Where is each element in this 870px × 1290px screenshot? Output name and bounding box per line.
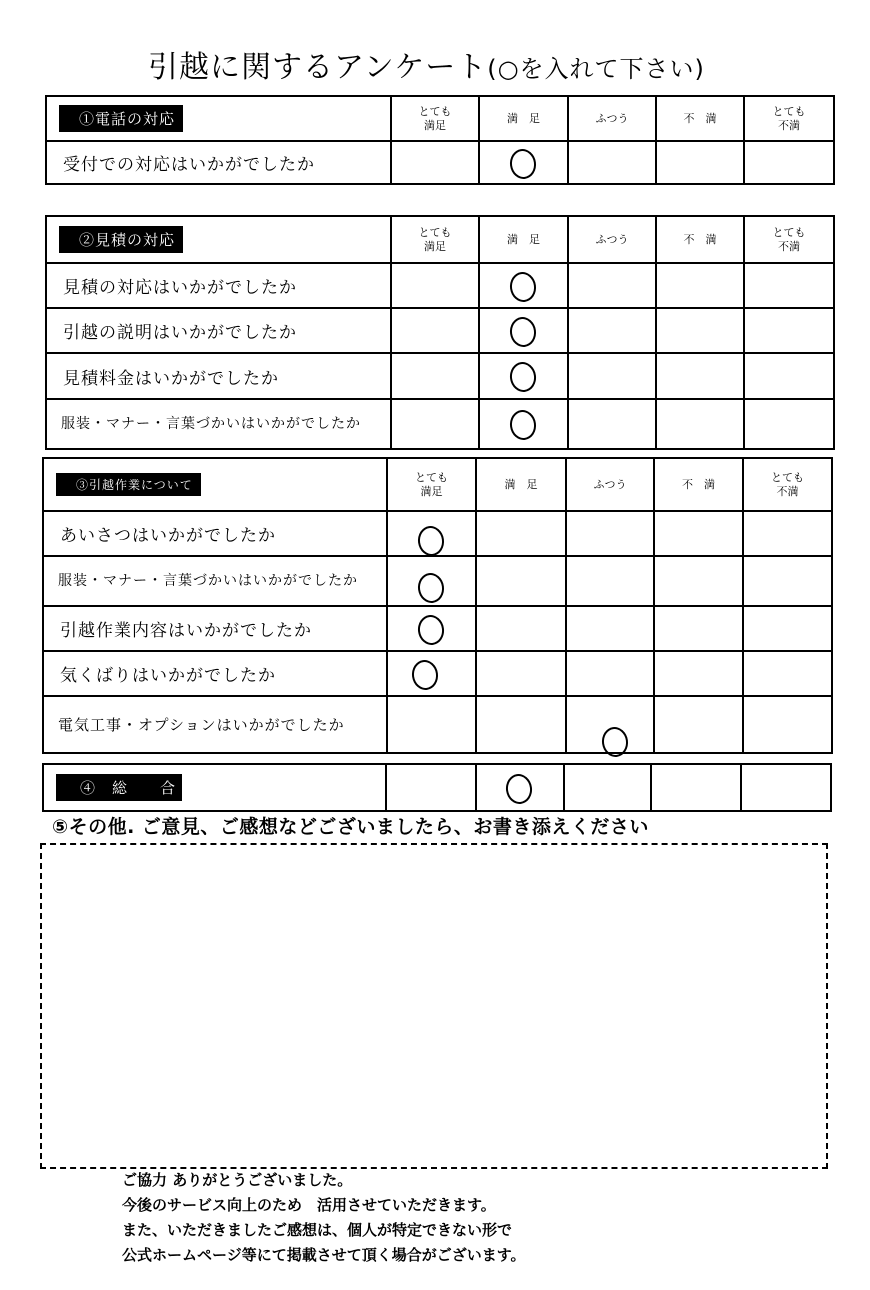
answer-cell-dissatisfied[interactable] [654,696,743,753]
section-label: ②見積の対応 [59,226,183,253]
section-2-table [45,215,835,450]
answer-cell-neutral[interactable] [566,651,654,696]
question-row [43,511,832,556]
question-text: 見積の対応はいかがでしたか [46,263,391,308]
answer-cell-very-dissatisfied[interactable] [744,353,834,399]
question-row [43,556,832,606]
answer-cell-very-dissatisfied[interactable] [744,399,834,449]
question-text: 見積料金はいかがでしたか [46,353,391,399]
footer-line: また、いただきましたご感想は、個人が特定できない形で [122,1221,513,1239]
answer-cell-very-dissatisfied[interactable] [744,308,834,353]
answer-cell-dissatisfied[interactable] [654,606,743,651]
answer-cell-very-dissatisfied[interactable] [743,651,832,696]
col-neutral: ふつう [568,96,656,141]
footer-line: 公式ホームページ等にて掲載させて頂く場合がございます。 [122,1246,526,1264]
title-main: 引越に関するアンケート [148,50,488,85]
question-row [46,308,834,353]
answer-cell-satisfied[interactable] [479,141,568,184]
answer-cell-dissatisfied[interactable] [654,556,743,606]
answer-cell-very-dissatisfied[interactable] [743,556,832,606]
circle-mark-icon [416,613,446,646]
answer-cell-neutral[interactable] [568,353,656,399]
question-row [46,399,834,449]
col-neutral: ふつう [568,216,656,263]
question-text: あいさつはいかがでしたか [43,511,387,556]
answer-cell-very-satisfied[interactable] [387,696,476,753]
header-row [46,96,834,141]
col-dissatisfied: 不 満 [654,458,743,511]
answer-cell-very-dissatisfied[interactable] [743,511,832,556]
comments-textarea[interactable] [40,843,828,1169]
question-text: 服装・マナー・言葉づかいはいかがでしたか [46,399,391,449]
answer-cell-very-satisfied[interactable] [386,764,476,811]
col-very-dissatisfied: とても 不満 [744,216,834,263]
answer-cell-dissatisfied[interactable] [651,764,741,811]
answer-cell-satisfied[interactable] [479,263,568,308]
answer-cell-dissatisfied[interactable] [656,308,744,353]
section-label: ③引越作業について [56,473,201,496]
answer-cell-very-satisfied[interactable] [387,606,476,651]
footer-line: 今後のサービス向上のため 活用させていただきます。 [122,1196,496,1214]
circle-mark-icon [416,571,446,604]
section-label-cell [43,764,386,811]
section-label: ④ 総 合 [56,774,182,801]
header-row [46,216,834,263]
circle-mark-icon [508,408,538,441]
circle-mark-icon [508,360,538,393]
circle-mark-icon [600,725,630,758]
question-row [43,651,832,696]
answer-cell-neutral[interactable] [568,141,656,184]
col-very-satisfied: とても 満足 [391,216,479,263]
question-text: 引越作業内容はいかがでしたか [43,606,387,651]
answer-cell-very-satisfied[interactable] [387,651,476,696]
answer-cell-very-satisfied[interactable] [391,399,479,449]
col-very-dissatisfied: とても 不満 [744,96,834,141]
question-row [46,353,834,399]
overall-row [43,764,831,811]
section-label: ①電話の対応 [59,105,183,132]
answer-cell-neutral[interactable] [566,556,654,606]
answer-cell-very-dissatisfied[interactable] [744,263,834,308]
question-row [46,141,834,184]
answer-cell-dissatisfied[interactable] [654,511,743,556]
section-4-table [42,763,832,812]
answer-cell-very-satisfied[interactable] [387,511,476,556]
answer-cell-dissatisfied[interactable] [656,141,744,184]
answer-cell-very-dissatisfied[interactable] [741,764,831,811]
footer-notice [122,1168,526,1268]
circle-mark-icon [508,147,538,180]
col-satisfied: 満 足 [476,458,566,511]
col-satisfied: 満 足 [479,216,568,263]
answer-cell-dissatisfied[interactable] [656,353,744,399]
survey-title [148,44,768,92]
section-label-cell [46,216,391,263]
answer-cell-satisfied[interactable] [479,353,568,399]
circle-mark-icon [410,658,440,691]
footer-line: ご協力 ありがとうございました。 [122,1171,353,1189]
answer-cell-neutral[interactable] [568,308,656,353]
answer-cell-neutral[interactable] [568,263,656,308]
answer-cell-satisfied[interactable] [476,606,566,651]
col-dissatisfied: 不 満 [656,96,744,141]
answer-cell-dissatisfied[interactable] [654,651,743,696]
answer-cell-neutral[interactable] [566,511,654,556]
circle-mark-icon [416,524,446,557]
answer-cell-very-satisfied[interactable] [391,263,479,308]
answer-cell-very-dissatisfied[interactable] [744,141,834,184]
answer-cell-satisfied[interactable] [476,696,566,753]
question-text: 引越の説明はいかがでしたか [46,308,391,353]
answer-cell-neutral[interactable] [566,606,654,651]
answer-cell-neutral[interactable] [568,399,656,449]
answer-cell-very-satisfied[interactable] [391,353,479,399]
answer-cell-dissatisfied[interactable] [656,399,744,449]
header-row [43,458,832,511]
question-text: 受付での対応はいかがでしたか [46,141,391,184]
col-very-satisfied: とても 満足 [387,458,476,511]
answer-cell-dissatisfied[interactable] [656,263,744,308]
section-1-table [45,95,835,185]
answer-cell-satisfied[interactable] [479,308,568,353]
question-row [43,696,832,753]
title-instruction: (○を入れて下さい) [487,55,705,83]
answer-cell-very-satisfied[interactable] [391,308,479,353]
comments-heading: ⑤その他. ご意見、ご感想などございましたら、お書き添えください [52,816,649,838]
answer-cell-neutral[interactable] [566,696,654,753]
answer-cell-satisfied[interactable] [476,764,564,811]
col-satisfied: 満 足 [479,96,568,141]
answer-cell-satisfied[interactable] [476,651,566,696]
col-very-dissatisfied: とても 不満 [743,458,832,511]
answer-cell-very-dissatisfied[interactable] [743,696,832,753]
answer-cell-satisfied[interactable] [479,399,568,449]
answer-cell-satisfied[interactable] [476,511,566,556]
col-very-satisfied: とても 満足 [391,96,479,141]
answer-cell-satisfied[interactable] [476,556,566,606]
circle-mark-icon [508,315,538,348]
question-row [46,263,834,308]
circle-mark-icon [508,270,538,303]
circle-mark-icon [504,772,534,805]
question-text: 電気工事・オプションはいかがでしたか [43,696,387,753]
answer-cell-neutral[interactable] [564,764,651,811]
section-label-cell [46,96,391,141]
answer-cell-very-satisfied[interactable] [387,556,476,606]
question-text: 気くばりはいかがでしたか [43,651,387,696]
col-dissatisfied: 不 満 [656,216,744,263]
answer-cell-very-satisfied[interactable] [391,141,479,184]
col-neutral: ふつう [566,458,654,511]
question-row [43,606,832,651]
section-3-table [42,457,833,754]
section-label-cell [43,458,387,511]
question-text: 服装・マナー・言葉づかいはいかがでしたか [43,556,387,606]
answer-cell-very-dissatisfied[interactable] [743,606,832,651]
